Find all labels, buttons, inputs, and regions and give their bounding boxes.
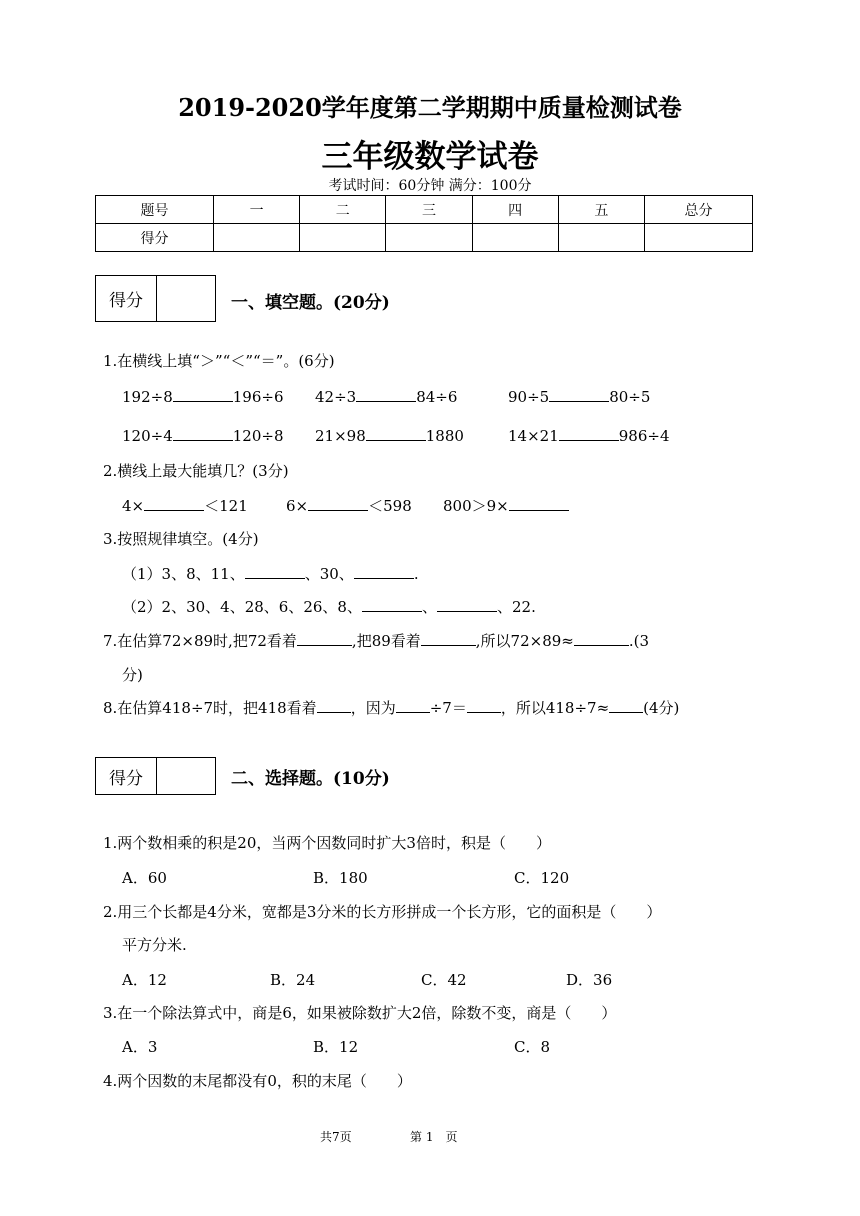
- q1-item-right: 80÷5: [609, 388, 651, 406]
- answer-blank[interactable]: [173, 386, 233, 402]
- section1-title: 一、填空题。(20分): [231, 293, 390, 313]
- exam-title: 2019-2020学年度第二学期期中质量检测试卷: [178, 93, 682, 122]
- answer-blank[interactable]: [317, 697, 351, 713]
- s2-q1-text: 1.两个数相乘的积是20，当两个因数同时扩大3倍时，积是（ ）: [103, 834, 551, 852]
- answer-blank[interactable]: [574, 630, 629, 646]
- s2-q3-option[interactable]: C．8: [514, 1038, 551, 1056]
- q3-title: 3.按照规律填空。(4分): [103, 530, 259, 548]
- q1-item-right: 1880: [425, 427, 464, 445]
- section2-score-label: 得分: [96, 758, 157, 794]
- score-cell[interactable]: [300, 224, 386, 252]
- s2-q3-option[interactable]: A．3: [122, 1038, 158, 1056]
- q2-item: [122, 495, 248, 516]
- answer-blank[interactable]: [144, 495, 204, 511]
- s2-q2-option[interactable]: B．24: [270, 971, 316, 989]
- q8-text: 8.在估算418÷7时，把418看着: [103, 699, 317, 717]
- score-table-row-label: 得分: [96, 224, 214, 252]
- answer-blank[interactable]: [437, 596, 497, 612]
- section2-title: 二、选择题。(10分): [231, 769, 390, 789]
- q7-text: ,把89看着: [351, 632, 421, 650]
- s2-q2-text: 2.用三个长都是4分米，宽都是3分米的长方形拼成一个长方形，它的面积是（ ）: [103, 903, 662, 921]
- footer-page-number: 第 1 页: [410, 1130, 458, 1144]
- q1-item-right: 986÷4: [618, 427, 670, 445]
- s2-q3-option[interactable]: B．12: [313, 1038, 359, 1056]
- section2-score-value[interactable]: [157, 758, 215, 794]
- s2-q3-text: 3.在一个除法算式中，商是6，如果被除数扩大2倍，除数不变，商是（ ）: [103, 1004, 617, 1022]
- q1-item: [508, 386, 650, 406]
- q7-text: 7.在估算72×89时,把72看着: [103, 632, 297, 650]
- q2-item: [286, 495, 412, 516]
- q3-text: .: [413, 565, 419, 583]
- answer-blank[interactable]: [609, 697, 643, 713]
- q1-item-left: 14×21: [508, 427, 559, 445]
- s2-q1-option[interactable]: B．180: [313, 869, 368, 887]
- q2-item: [443, 495, 569, 516]
- s2-q1-option[interactable]: C．120: [514, 869, 570, 887]
- section1-score-box: [95, 275, 216, 322]
- q8-text: (4分): [643, 699, 680, 717]
- q3-text: 、22.: [497, 598, 536, 616]
- answer-blank[interactable]: [245, 563, 305, 579]
- q1-item: [508, 425, 670, 445]
- q1-item: [315, 425, 464, 445]
- score-table-header-row: [96, 196, 753, 224]
- q8-line: [103, 697, 679, 718]
- q2-title: 2.横线上最大能填几？(3分): [103, 462, 289, 480]
- score-cell[interactable]: [214, 224, 300, 252]
- score-table-col: 五: [558, 196, 644, 224]
- score-table-col: 四: [472, 196, 558, 224]
- score-cell[interactable]: [472, 224, 558, 252]
- q1-item-right: 84÷6: [416, 388, 458, 406]
- q8-text: ÷7＝: [429, 699, 467, 717]
- q8-text: ，因为: [350, 699, 396, 717]
- q1-title: 1.在横线上填“＞”“＜”“＝”。(6分): [103, 352, 335, 370]
- s2-q2-option[interactable]: C．42: [421, 971, 467, 989]
- score-table-score-row: [96, 224, 753, 252]
- score-cell[interactable]: [558, 224, 644, 252]
- q1-item-left: 42÷3: [315, 388, 357, 406]
- q3-text: 、30、: [304, 565, 354, 583]
- q2-item-left: 800＞9×: [443, 497, 509, 515]
- q7-text: .(3: [628, 632, 650, 650]
- answer-blank[interactable]: [173, 425, 233, 441]
- q3-text: （2）2、30、4、28、6、26、8、: [122, 598, 362, 616]
- score-table-col: 一: [214, 196, 300, 224]
- exam-meta: 考试时间：60分钟 满分：100分: [328, 178, 532, 194]
- q2-item-left: 6×: [286, 497, 309, 515]
- section2-score-box: [95, 757, 216, 795]
- answer-blank[interactable]: [467, 697, 501, 713]
- answer-blank[interactable]: [356, 386, 416, 402]
- footer-total-pages: 共7页: [320, 1130, 352, 1144]
- answer-blank[interactable]: [559, 425, 619, 441]
- answer-blank[interactable]: [509, 495, 569, 511]
- q7-text: ,所以72×89≈: [475, 632, 574, 650]
- q3-line1: [122, 563, 419, 584]
- s2-q4-text: 4.两个因数的末尾都没有0，积的末尾（ ）: [103, 1072, 412, 1090]
- q1-item-right: 120÷8: [232, 427, 284, 445]
- score-table-header-label: 题号: [96, 196, 214, 224]
- q2-item-left: 4×: [122, 497, 145, 515]
- s2-q2-option[interactable]: D．36: [566, 971, 613, 989]
- q1-item: [122, 425, 284, 445]
- answer-blank[interactable]: [549, 386, 609, 402]
- score-table-col: 三: [386, 196, 472, 224]
- section1-score-value[interactable]: [157, 276, 215, 321]
- q1-item-left: 120÷4: [122, 427, 173, 445]
- s2-q2-option[interactable]: A．12: [122, 971, 167, 989]
- answer-blank[interactable]: [354, 563, 414, 579]
- score-table-col: 二: [300, 196, 386, 224]
- score-cell[interactable]: [645, 224, 753, 252]
- answer-blank[interactable]: [396, 697, 430, 713]
- q8-text: ，所以418÷7≈: [500, 699, 610, 717]
- q7-line: [103, 630, 649, 651]
- s2-q2-text-cont: 平方分米.: [122, 936, 187, 954]
- score-table-col: 总分: [645, 196, 753, 224]
- q2-item-right: ＜121: [204, 497, 248, 515]
- q1-item: [315, 386, 457, 406]
- q3-line2: [122, 596, 536, 617]
- q7-text-cont: 分): [122, 666, 143, 684]
- s2-q1-option[interactable]: A．60: [122, 869, 167, 887]
- answer-blank[interactable]: [308, 495, 368, 511]
- q1-item-left: 21×98: [315, 427, 366, 445]
- q1-item-right: 196÷6: [232, 388, 284, 406]
- exam-subtitle: 三年级数学试卷: [321, 139, 539, 175]
- section1-score-label: 得分: [96, 276, 157, 321]
- q2-item-right: ＜598: [368, 497, 412, 515]
- answer-blank[interactable]: [366, 425, 426, 441]
- q3-text: 、: [421, 598, 437, 616]
- q1-item-left: 90÷5: [508, 388, 550, 406]
- score-table: [95, 195, 753, 252]
- answer-blank[interactable]: [297, 630, 352, 646]
- score-cell[interactable]: [386, 224, 472, 252]
- answer-blank[interactable]: [362, 596, 422, 612]
- q1-item: [122, 386, 284, 406]
- q3-text: （1）3、8、11、: [122, 565, 245, 583]
- q1-item-left: 192÷8: [122, 388, 173, 406]
- answer-blank[interactable]: [421, 630, 476, 646]
